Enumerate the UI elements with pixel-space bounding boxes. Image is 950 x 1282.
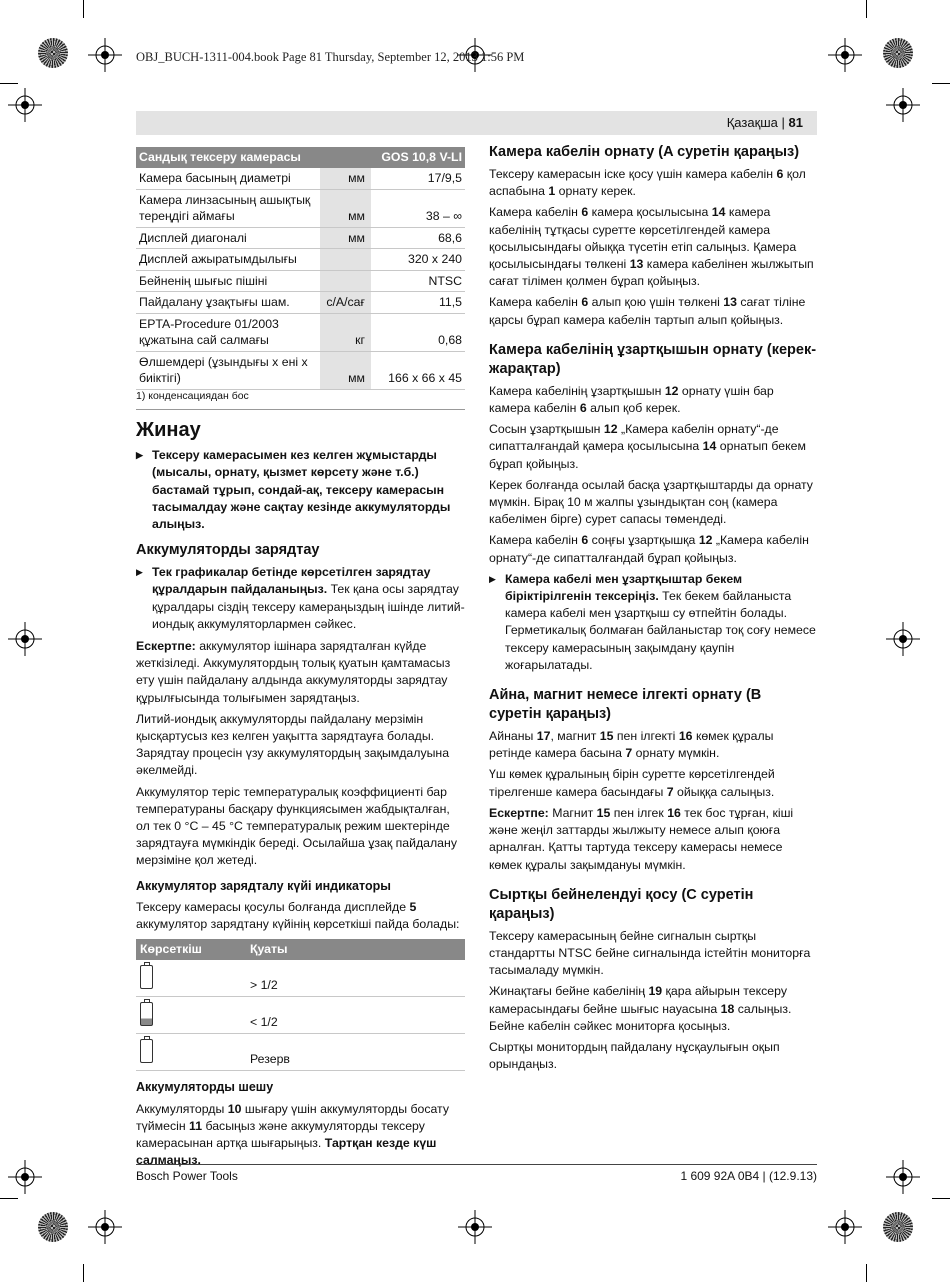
note-text: аккумулятор ішінара зарядталған күйде жеткізіледі. Аккумулятордың толық қуатын қамтамасыз ету үшін пайдалану алдында аккумуляторды зарядтау құрылғысында толығымен зарядтаңыз. (136, 638, 451, 705)
spec-value: NTSC (371, 270, 465, 292)
spec-value: 68,6 (371, 227, 465, 249)
registration-mark-icon (886, 1160, 920, 1194)
spec-value: 38 – ∞ (371, 189, 465, 227)
page-header: Қазақша | 81 (136, 111, 817, 135)
warning-bullet: ▶ Тексеру камерасымен кез келген жұмыстарды (мысалы, орнату, қызмет көрсету және т.б.) бастамай тұрып, сондай-ақ, тексеру камерасын тасымалдау және сақтау кезінде аккумуляторды алыңыз. (136, 447, 465, 533)
color-target-icon (883, 1212, 913, 1242)
note-label: Ескертпе: (136, 638, 196, 653)
registration-mark-icon (828, 1210, 862, 1244)
spec-value: 11,5 (371, 292, 465, 314)
note-paragraph: Ескертпе: Магнит 15 пен ілгек 16 тек бос тұрған, кіші және жеңіл заттарды жылжыту немесе алып қоюға арналған. Қатты тартуда тексеру камерасы немесе көмек құралы зақымдануы мүмкін. (489, 805, 794, 872)
crop-mark (932, 1198, 950, 1199)
paragraph: Жинақтағы бейне кабелінің 19 қара айырын тексеру камерасындағы бейне шығыс науасына 18 салыңыз. Бейне кабелін сәйкес мониторға қосыңыз. (489, 984, 792, 1033)
paragraph: Аккумулятор теріс температуралық коэффициенті бар температураны басқару функциясымен жабдықталған, ол тек 0 °C – 45 °C температуралық режим шектерінде зарядтауға мүмкіндік береді. Осылайша ұзақ пайдалану мерзіміне қол жетеді. (136, 784, 457, 868)
color-target-icon (38, 38, 68, 68)
registration-mark-icon (886, 88, 920, 122)
paragraph: Сыртқы монитордың пайдалану нұсқаулығын оқып орындаңыз. (489, 1039, 780, 1072)
paragraph: Аккумуляторды 10 шығару үшін аккумуляторды босату түймесін 11 басыңыз және аккумуляторды тексеру камерасынан артқа шығарыңыз. Тартқан кезде күш салмаңыз. (136, 1101, 449, 1168)
spec-label: Пайдалану ұзақтығы шам. (136, 292, 320, 314)
paragraph: Камера кабелін 6 алып қою үшін төлкені 13 сағат тіліне қарсы бұрап камера кабелін тартып алып қойыңыз. (489, 295, 806, 327)
paragraph: Сосын ұзартқышын 12 „Камера кабелін орнату“-де сипатталғандай қамера қосылысына 14 орнатып бекем бұрап қойыңыз. (489, 422, 806, 471)
spec-table (136, 147, 465, 390)
sub-heading: Аккумуляторды шешу (136, 1080, 274, 1095)
bullet-bold-text: Камера кабелі мен ұзартқыштар бекем біріктірілгенін тексеріңіз. (505, 571, 743, 604)
spec-label: Камера басының диаметрі (136, 168, 320, 189)
page-number: 81 (788, 115, 803, 130)
spec-label: Дисплей ажыратымдылығы (136, 249, 320, 271)
registration-mark-icon (8, 1160, 42, 1194)
crop-mark (0, 1198, 18, 1199)
spec-row (136, 313, 465, 351)
page-footer (136, 1164, 817, 1183)
spec-label: Дисплей диагоналі (136, 227, 320, 249)
spec-row (136, 189, 465, 227)
spec-unit: мм (320, 351, 371, 389)
crop-mark (866, 0, 867, 18)
battery-row (136, 960, 465, 997)
footer-brand: Bosch Power Tools (136, 1169, 238, 1183)
spec-label: Камера линзасының ашықтық тереңдігі аймағы (136, 189, 320, 227)
header-language: Қазақша (726, 115, 778, 130)
spec-value: 0,68 (371, 313, 465, 351)
bullet-bold-text: Тек графикалар бетінде көрсетілген зарядтау құралдарын пайдаланыңыз. (152, 565, 431, 597)
spec-value: 166 x 66 x 45 (371, 351, 465, 389)
spec-unit: кг (320, 313, 371, 351)
bat-col-capacity: Қуаты (246, 939, 465, 960)
spec-unit: мм (320, 227, 371, 249)
paragraph: Тексеру камерасының бейне сигналын сыртқы стандартты NTSC бейне сигналында істейтін мониторға тасымаладу мүмкін. (489, 928, 811, 978)
section-heading: Сыртқы бейнелендуі қосу (C суретін қараңыз) (489, 886, 754, 922)
note-label: Ескертпе: (489, 805, 549, 820)
bullet-text: Тек қана осы зарядтау құралдары сіздің тексеру камераңыздың ішінде литий-иондық аккумуляторлармен сәйкес. (152, 582, 465, 631)
crop-mark (83, 1264, 84, 1282)
registration-mark-icon (828, 38, 862, 72)
paragraph: Тексеру камерасы қосулы болғанда дисплейде 5 аккумулятор зарядтану күйінің көрсеткіші пайда болады: (136, 899, 460, 931)
spec-unit (320, 249, 371, 271)
section-title: Жинау (136, 418, 201, 441)
registration-mark-icon (88, 1210, 122, 1244)
section-heading: Камера кабелінің ұзартқышын орнату (керек-жарақтар) (489, 341, 817, 377)
left-column (136, 147, 465, 1173)
battery-low-icon (140, 1039, 153, 1063)
color-target-icon (883, 38, 913, 68)
battery-row (136, 997, 465, 1034)
bat-col-indicator: Көрсеткіш (136, 939, 246, 960)
registration-mark-icon (8, 88, 42, 122)
right-column (489, 143, 817, 1077)
warning-bullet (136, 564, 465, 633)
warning-bullet (489, 571, 817, 674)
spec-row (136, 249, 465, 271)
color-target-icon (38, 1212, 68, 1242)
bullet-text: Тек бекем байланыста камера кабелі мен ұзартқыш су өтпейтін болады. Герметикалық болмаған байланыстар тоқ соғу немесе тексеру камерасының зақымдану қаупін жоғарылатады. (505, 589, 816, 672)
spec-value: 320 x 240 (371, 249, 465, 271)
paragraph: Камера кабелінің ұзартқышын 12 орнату үшін бар камера кабелін 6 алып қоб керек. (489, 383, 774, 416)
battery-indicator-table (136, 939, 465, 1071)
spec-value: 17/9,5 (371, 168, 465, 189)
paragraph: Литий-иондық аккумуляторды пайдалану мерзімін қысқартусыз кез келген уақытта зарядтауға болады. Зарядтау процесін үзу аккумулятордың зақымдалуына әкелмейді. (136, 711, 450, 778)
paragraph: Айнаны 17, магнит 15 пен ілгекті 16 көмек құралы ретінде камера басына 7 орнату мүмкін. (489, 729, 774, 761)
paragraph: Үш көмек құралының бірін суретте көрсетілгендей тірелгенше камера басындағы 7 ойыққа салыңыз. (489, 767, 775, 799)
registration-mark-icon (458, 1210, 492, 1244)
paragraph: Керек болғанда осылай басқа ұзартқыштарды да орнату мүмкін. Бірақ 10 м жалпы ұзындықтан соң (камера кабелімен бірге) сурет сапасы төмендеді. (489, 477, 813, 527)
spec-unit: мм (320, 189, 371, 227)
battery-level: < 1/2 (246, 997, 465, 1034)
paragraph: Камера кабелін 6 камера қосылысына 14 камера кабелінің тұтқасы суретте көрсетілгендей камера қосылысындағы ойыққа түсетін етіп салыңыз. Қамера қосылысындағы төлкені 13 камера кабелінен жылжытып сағат тілімен қолмен бұрап қойыңыз. (489, 205, 814, 289)
battery-level: > 1/2 (246, 960, 465, 997)
spec-row (136, 227, 465, 249)
spec-label: Бейненің шығыс пішіні (136, 270, 320, 292)
crop-mark (932, 83, 950, 84)
spec-unit: мм (320, 168, 371, 189)
battery-full-icon (140, 965, 153, 989)
spec-footnote: 1) конденсациядан бос (136, 388, 465, 410)
section-heading: Камера кабелін орнату (A суретін қараңыз) (489, 144, 800, 160)
print-slug: OBJ_BUCH-1311-004.book Page 81 Thursday, September 12, 2013 1:56 PM (136, 50, 525, 64)
battery-row (136, 1034, 465, 1071)
spec-row (136, 168, 465, 189)
spec-row (136, 292, 465, 314)
section-heading: Аккумуляторды зарядтау (136, 542, 320, 559)
note-paragraph (136, 638, 465, 707)
registration-mark-icon (8, 622, 42, 656)
registration-mark-icon (88, 38, 122, 72)
crop-mark (0, 83, 18, 84)
paragraph: Тексеру камерасын іске қосу үшін камера кабелін 6 қол аспабына 1 орнату керек. (489, 167, 806, 199)
spec-row (136, 270, 465, 292)
spec-table-title: Сандық тексеру камерасы (136, 147, 371, 168)
paragraph: Камера кабелін 6 соңғы ұзартқышқа 12 „Камера кабелін орнату“-де сипатталғандай бұрап қойыңыз. (489, 533, 809, 565)
registration-mark-icon (886, 622, 920, 656)
battery-level: Резерв (246, 1034, 465, 1071)
spec-row (136, 351, 465, 389)
spec-label: EPTA-Procedure 01/2003 құжатына сай салмағы (136, 313, 320, 351)
sub-heading: Аккумулятор зарядталу күйі индикаторы (136, 878, 391, 893)
battery-half-icon (140, 1002, 153, 1026)
section-heading: Айна, магнит немесе ілгекті орнату (B суретін қараңыз) (489, 687, 762, 723)
spec-label: Өлшемдері (ұзындығы x ені x биіктігі) (136, 351, 320, 389)
spec-unit: с/А/сағ (320, 292, 371, 314)
spec-table-model: GOS 10,8 V-LI (371, 147, 465, 168)
spec-unit (320, 270, 371, 292)
crop-mark (83, 0, 84, 18)
crop-mark (866, 1264, 867, 1282)
footer-doc-number: 1 609 92A 0B4 | (12.9.13) (680, 1169, 817, 1183)
